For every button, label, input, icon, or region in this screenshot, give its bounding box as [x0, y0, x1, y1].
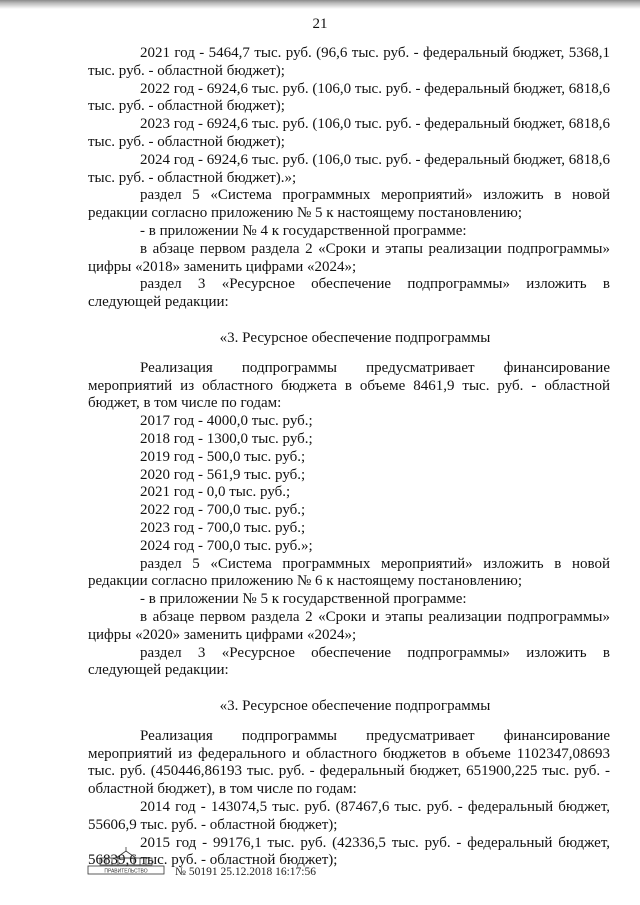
scan-edge-shadow — [0, 0, 640, 9]
paragraph: 2014 год - 143074,5 тыс. руб. (87467,6 тыс. руб. - федеральный бюджет, 55606,9 тыс. руб. - областной бюджет); — [88, 799, 610, 833]
year-line: 2018 год - 1300,0 тыс. руб.; — [140, 430, 313, 447]
paragraph: раздел 3 «Ресурсное обеспечение подпрограммы» изложить в следующей редакции: — [88, 276, 610, 311]
paragraph: раздел 3 «Ресурсное обеспечение подпрограммы» изложить в следующей редакции: — [88, 644, 610, 679]
year-line: 2023 год - 700,0 тыс. руб.; — [140, 519, 306, 536]
paragraph: Реализация подпрограммы предусматривает финансирование мероприятий из областного бюджета в объеме 8461,9 тыс. руб. - областной бюджет, в том числе по годам: — [88, 359, 610, 412]
paragraph: - в приложении № 5 к государственной программе: — [140, 591, 467, 608]
paragraph: в абзаце первом раздела 2 «Сроки и этапы реализации подпрограммы» цифры «2018» заменить цифрами «2024»; — [88, 240, 610, 275]
registration-stamp: № 50191 25.12.2018 16:17:56 — [175, 866, 316, 878]
document-body — [88, 45, 610, 870]
year-line: 2017 год - 4000,0 тыс. руб.; — [140, 413, 313, 430]
paragraph: раздел 5 «Система программных мероприятий» изложить в новой редакции согласно приложению № 6 к настоящему постановлению; — [88, 555, 610, 590]
paragraph: 2022 год - 6924,6 тыс. руб. (106,0 тыс. руб. - федеральный бюджет, 6818,6 тыс. руб. - областной бюджет); — [88, 80, 610, 115]
year-line: 2021 год - 0,0 тыс. руб.; — [140, 484, 291, 501]
emblem-caption: ПРАВИТЕЛЬСТВО — [104, 868, 148, 875]
paragraph: раздел 5 «Система программных мероприятий» изложить в новой редакции согласно приложению № 5 к настоящему постановлению; — [88, 187, 610, 222]
paragraph: 2021 год - 5464,7 тыс. руб. (96,6 тыс. руб. - федеральный бюджет, 5368,1 тыс. руб. - областной бюджет); — [88, 45, 610, 79]
paragraph: - в приложении № 4 к государственной программе: — [140, 222, 467, 239]
government-emblem-icon — [86, 844, 166, 878]
year-line: 2022 год - 700,0 тыс. руб.; — [140, 502, 306, 519]
paragraph: Реализация подпрограммы предусматривает финансирование мероприятий из федерального и областного бюджетов в объеме 1102347,08693 тыс. руб. (450446,86193 тыс. руб. - федеральный бюджет, 651900,225 тыс. руб. - областной бюджет), в том числе по годам: — [88, 727, 610, 798]
year-line: 2019 год - 500,0 тыс. руб.; — [140, 448, 306, 465]
paragraph: в абзаце первом раздела 2 «Сроки и этапы реализации подпрограммы» цифры «2020» заменить цифрами «2024»; — [88, 608, 610, 643]
paragraph: 2024 год - 6924,6 тыс. руб. (106,0 тыс. руб. - федеральный бюджет, 6818,6 тыс. руб. - областной бюджет).»; — [88, 151, 610, 186]
paragraph: 2023 год - 6924,6 тыс. руб. (106,0 тыс. руб. - федеральный бюджет, 6818,6 тыс. руб. - областной бюджет); — [88, 116, 610, 150]
year-line: 2024 год - 700,0 тыс. руб.»; — [140, 537, 313, 554]
paragraph: 2015 год - 99176,1 тыс. руб. (42336,5 тыс. руб. - федеральный бюджет, 56839,6 тыс. руб. - областной бюджет); — [88, 834, 610, 869]
year-line: 2020 год - 561,9 тыс. руб.; — [140, 466, 306, 483]
page-number: 21 — [312, 16, 328, 32]
section-heading: «3. Ресурсное обеспечение подпрограммы — [219, 698, 491, 715]
section-heading: «3. Ресурсное обеспечение подпрограммы — [219, 329, 491, 346]
